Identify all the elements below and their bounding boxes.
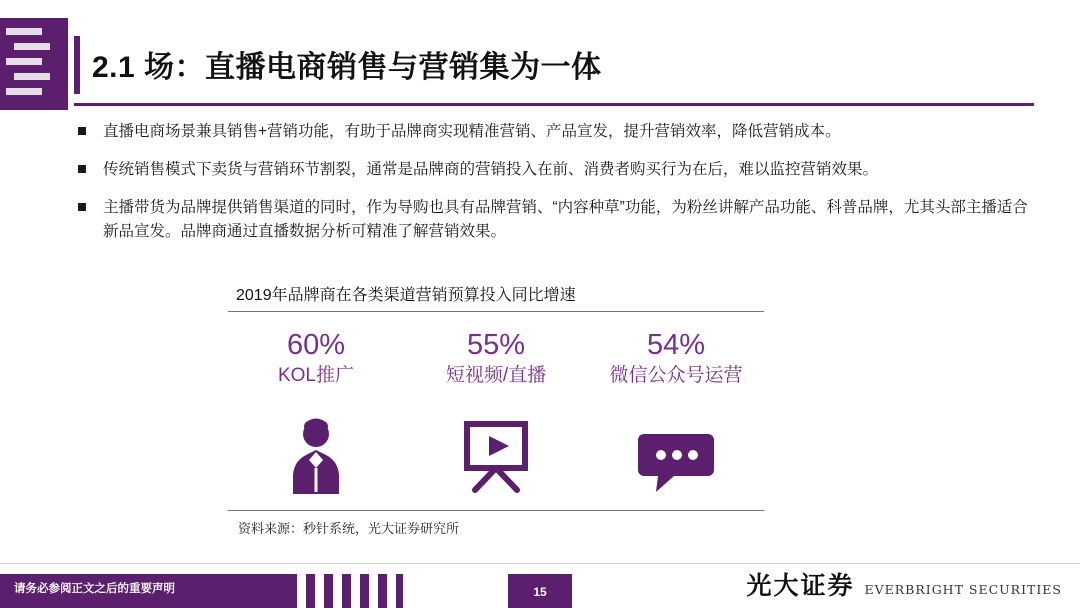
chart-source: 资料来源：秒针系统，光大证券研究所 — [238, 521, 460, 537]
chart-category-label: KOL推广 — [277, 364, 355, 386]
page-title: 2.1 场：直播电商销售与营销集为一体 — [92, 51, 602, 84]
bullet-text: 主播带货为品牌提供销售渠道的同时，作为导购也具有品牌营销、“内容种草”功能，为粉丝讲解产品功能、科普品牌，尤其头部主播适合新品宣发。品牌商通过直播数据分析可精准了解营销效果。 — [103, 199, 1028, 241]
video-screen-icon — [457, 418, 535, 494]
chart-column — [246, 330, 386, 388]
chart-icon-cell — [246, 418, 386, 494]
bullet-text: 直播电商场景兼具销售+营销功能，有助于品牌商实现精准营销、产品宣发，提升营销效率，降低营销成本。 — [103, 123, 841, 140]
chat-bubble-icon — [636, 430, 716, 494]
brand-name-en: EVERBRIGHT SECURITIES — [864, 582, 1062, 597]
corner-decoration — [0, 18, 68, 110]
chart-value-label: 54% — [646, 329, 706, 361]
kol-person-icon — [285, 418, 347, 494]
chart-category-label: 短视频/直播 — [445, 364, 547, 386]
title-accent-bar — [74, 36, 80, 94]
bullet-list — [70, 120, 1030, 258]
chart-title: 2019年品牌商在各类渠道营销预算投入同比增速 — [236, 287, 576, 304]
title-underline — [74, 103, 1034, 106]
chart-value-label: 55% — [466, 329, 526, 361]
bullet-text: 传统销售模式下卖货与营销环节割裂，通常是品牌商的营销投入在前、消费者购买行为在后，难以监控营销效果。 — [103, 161, 879, 179]
list-item — [70, 196, 1030, 244]
footer-disclaimer: 请务必参阅正文之后的重要声明 — [14, 583, 175, 595]
chart-column — [606, 330, 746, 388]
chart-column — [426, 330, 566, 388]
chart-icon-cell — [426, 418, 566, 494]
chart-values-row — [228, 312, 764, 388]
chart-icon-cell — [606, 430, 746, 494]
chart-category-label: 微信公众号运营 — [609, 364, 743, 386]
list-item — [70, 158, 1030, 182]
page-number: 15 — [533, 585, 547, 599]
chart-value-label: 60% — [286, 329, 346, 361]
brand-logo — [746, 566, 1062, 602]
bullet-square-icon — [78, 165, 86, 173]
chart-block — [228, 282, 764, 537]
chart-icons-row — [228, 388, 764, 494]
bullet-square-icon — [78, 203, 86, 211]
bullet-square-icon — [78, 127, 86, 135]
footer — [0, 564, 1080, 608]
list-item — [70, 120, 1030, 144]
brand-name-cn: 光大证券 — [746, 571, 855, 600]
